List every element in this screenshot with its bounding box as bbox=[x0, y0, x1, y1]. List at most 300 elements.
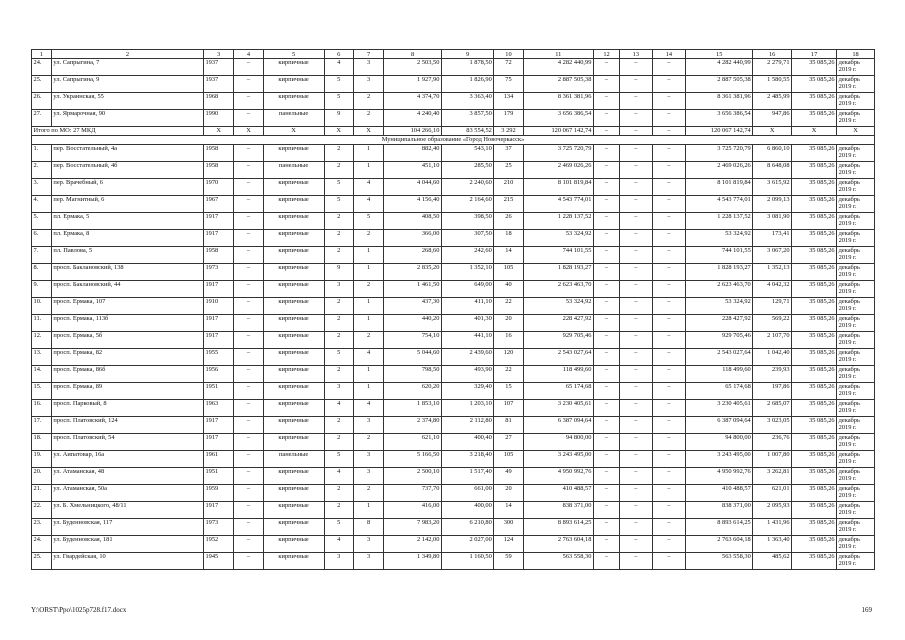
table-cell: – bbox=[620, 59, 653, 76]
table-cell: 2 bbox=[353, 434, 383, 451]
table-cell: 400,40 bbox=[441, 434, 493, 451]
table-cell: просп. Платовский, 54 bbox=[51, 434, 203, 451]
table-cell: 22. bbox=[32, 502, 52, 519]
table-cell: 1973 bbox=[203, 264, 233, 281]
table-cell: 2 623 463,70 bbox=[686, 281, 753, 298]
table-cell: 2 543 027,64 bbox=[686, 349, 753, 366]
table-cell: – bbox=[234, 230, 263, 247]
table-cell: – bbox=[234, 366, 263, 383]
table-cell: – bbox=[234, 196, 263, 213]
municipality-row bbox=[32, 136, 875, 145]
table-cell: пер. Врачебный, 6 bbox=[51, 179, 203, 196]
table-cell: 65 174,68 bbox=[523, 383, 593, 400]
table-cell: 1 bbox=[353, 145, 383, 162]
table-cell: 1 bbox=[353, 315, 383, 332]
table-row bbox=[32, 264, 875, 281]
table-cell: 15. bbox=[32, 383, 52, 400]
table-row bbox=[32, 213, 875, 230]
table-cell: – bbox=[234, 485, 263, 502]
table-cell: – bbox=[234, 213, 263, 230]
table-cell: 1958 bbox=[203, 162, 233, 179]
table-cell: 947,86 bbox=[753, 110, 792, 127]
table-cell: – bbox=[593, 264, 619, 281]
table-cell: 27. bbox=[32, 110, 52, 127]
table-cell: 3 243 495,00 bbox=[523, 451, 593, 468]
table-cell: 437,30 bbox=[384, 298, 442, 315]
table-cell: 8. bbox=[32, 264, 52, 281]
total-cell: X bbox=[203, 127, 233, 136]
table-cell: 94 800,00 bbox=[686, 434, 753, 451]
table-cell: 1 228 137,52 bbox=[523, 213, 593, 230]
table-cell: декабрь 2019 г. bbox=[837, 519, 875, 536]
table-row bbox=[32, 196, 875, 213]
table-cell: – bbox=[620, 298, 653, 315]
table-cell: 1 bbox=[353, 298, 383, 315]
table-cell: декабрь 2019 г. bbox=[837, 196, 875, 213]
table-cell: – bbox=[593, 349, 619, 366]
table-cell: 35 085,26 bbox=[792, 264, 837, 281]
table-cell: – bbox=[593, 315, 619, 332]
table-cell: 2 439,60 bbox=[441, 349, 493, 366]
table-cell: 2 bbox=[324, 485, 353, 502]
table-cell: кирпичные bbox=[263, 485, 324, 502]
table-cell: 4. bbox=[32, 196, 52, 213]
table-cell: 1 228 137,52 bbox=[686, 213, 753, 230]
table-row bbox=[32, 468, 875, 485]
table-cell: кирпичные bbox=[263, 383, 324, 400]
header-cell: 10 bbox=[494, 50, 523, 59]
table-cell: декабрь 2019 г. bbox=[837, 281, 875, 298]
table-cell: декабрь 2019 г. bbox=[837, 502, 875, 519]
table-cell: 1937 bbox=[203, 76, 233, 93]
table-cell: 416,00 bbox=[384, 502, 442, 519]
table-cell: 1961 bbox=[203, 451, 233, 468]
total-cell: X bbox=[753, 127, 792, 136]
table-cell: – bbox=[234, 179, 263, 196]
table-cell: кирпичные bbox=[263, 264, 324, 281]
table-cell: 2 763 604,18 bbox=[686, 536, 753, 553]
table-cell: 3 bbox=[324, 383, 353, 400]
table-cell: 3 615,92 bbox=[753, 179, 792, 196]
table-cell: – bbox=[593, 434, 619, 451]
table-cell: 3 230 405,61 bbox=[686, 400, 753, 417]
header-cell: 15 bbox=[686, 50, 753, 59]
table-cell: просп. Ермака, 113б bbox=[51, 315, 203, 332]
table-cell: просп. Ермака, 89 bbox=[51, 383, 203, 400]
table-cell: 4 bbox=[353, 349, 383, 366]
table-cell: 300 bbox=[494, 519, 523, 536]
table-cell: 4 543 774,01 bbox=[686, 196, 753, 213]
table-cell: 35 085,26 bbox=[792, 162, 837, 179]
table-cell: 59 bbox=[494, 553, 523, 570]
total-cell: X bbox=[792, 127, 837, 136]
table-cell: декабрь 2019 г. bbox=[837, 162, 875, 179]
table-cell: пл. Ермака, 5 bbox=[51, 213, 203, 230]
table-cell: кирпичные bbox=[263, 230, 324, 247]
table-cell: 35 085,26 bbox=[792, 196, 837, 213]
table-cell: декабрь 2019 г. bbox=[837, 468, 875, 485]
table-cell: 563 558,30 bbox=[523, 553, 593, 570]
table-row bbox=[32, 110, 875, 127]
table-cell: 118 499,60 bbox=[686, 366, 753, 383]
table-cell: 1967 bbox=[203, 196, 233, 213]
table-cell: – bbox=[234, 315, 263, 332]
table-cell: 228 427,92 bbox=[686, 315, 753, 332]
table-cell: 35 085,26 bbox=[792, 281, 837, 298]
table-cell: 197,86 bbox=[753, 383, 792, 400]
table-cell: 3 725 720,79 bbox=[686, 145, 753, 162]
table-cell: 15 bbox=[494, 383, 523, 400]
table-cell: пл. Ермака, 8 bbox=[51, 230, 203, 247]
table-cell: 1 826,90 bbox=[441, 76, 493, 93]
table-cell: – bbox=[652, 179, 686, 196]
table-row bbox=[32, 332, 875, 349]
table-cell: 35 085,26 bbox=[792, 536, 837, 553]
table-cell: 1990 bbox=[203, 110, 233, 127]
table-cell: 2 bbox=[324, 230, 353, 247]
table-cell: 4 bbox=[324, 468, 353, 485]
table-cell: 2 bbox=[324, 247, 353, 264]
table-cell: 8 361 381,96 bbox=[523, 93, 593, 110]
total-cell: X bbox=[234, 127, 263, 136]
table-cell: 1 363,40 bbox=[753, 536, 792, 553]
table-cell: 838 371,00 bbox=[686, 502, 753, 519]
table-cell: декабрь 2019 г. bbox=[837, 93, 875, 110]
table-cell: 2 bbox=[353, 110, 383, 127]
table-cell: 35 085,26 bbox=[792, 400, 837, 417]
table-cell: 3 bbox=[353, 468, 383, 485]
table-cell: – bbox=[593, 383, 619, 400]
table-cell: 6 860,10 bbox=[753, 145, 792, 162]
table-cell: 35 085,26 bbox=[792, 179, 837, 196]
table-cell: 411,10 bbox=[441, 298, 493, 315]
table-cell: – bbox=[620, 536, 653, 553]
table-cell: 2 bbox=[353, 230, 383, 247]
total-cell: 104 266,10 bbox=[384, 127, 442, 136]
municipality-heading: Муниципальное образование «Город Новочеркасск» bbox=[32, 136, 875, 145]
table-cell: 2 bbox=[353, 281, 383, 298]
table-cell: 1. bbox=[32, 145, 52, 162]
table-cell: 2 623 463,70 bbox=[523, 281, 593, 298]
table-cell: 35 085,26 bbox=[792, 451, 837, 468]
table-cell: – bbox=[234, 417, 263, 434]
table-cell: 53 324,92 bbox=[523, 230, 593, 247]
table-cell: 410 488,57 bbox=[686, 485, 753, 502]
total-label: Итого по МО: 27 МКД bbox=[32, 127, 204, 136]
table-cell: 1917 bbox=[203, 315, 233, 332]
table-cell: пер. Восстательный, 4а bbox=[51, 145, 203, 162]
table-row bbox=[32, 145, 875, 162]
table-cell: – bbox=[652, 417, 686, 434]
table-cell: 7. bbox=[32, 247, 52, 264]
table-cell: 1958 bbox=[203, 145, 233, 162]
table-cell: 14 bbox=[494, 247, 523, 264]
table-cell: кирпичные bbox=[263, 281, 324, 298]
table-cell: 17. bbox=[32, 417, 52, 434]
table-row bbox=[32, 281, 875, 298]
table-cell: – bbox=[652, 434, 686, 451]
table-cell: 24. bbox=[32, 59, 52, 76]
table-cell: 410 488,57 bbox=[523, 485, 593, 502]
table-cell: – bbox=[234, 76, 263, 93]
table-cell: 1951 bbox=[203, 383, 233, 400]
table-cell: просп. Ермака, 5б bbox=[51, 332, 203, 349]
table-cell: – bbox=[593, 366, 619, 383]
table-cell: просп. Ермака, 82 bbox=[51, 349, 203, 366]
table-cell: ул. Б. Хмельницкого, 48/11 bbox=[51, 502, 203, 519]
table-cell: – bbox=[593, 417, 619, 434]
table-cell: – bbox=[234, 247, 263, 264]
header-cell: 2 bbox=[51, 50, 203, 59]
table-cell: 3 243 495,00 bbox=[686, 451, 753, 468]
table-cell: пер. Восстательный, 4б bbox=[51, 162, 203, 179]
table-cell: декабрь 2019 г. bbox=[837, 485, 875, 502]
table-cell: 3 262,81 bbox=[753, 468, 792, 485]
table-cell: кирпичные bbox=[263, 213, 324, 230]
table-cell: 53 324,92 bbox=[686, 298, 753, 315]
table-cell: 1 349,80 bbox=[384, 553, 442, 570]
table-cell: – bbox=[593, 213, 619, 230]
table-cell: 3 023,05 bbox=[753, 417, 792, 434]
table-cell: 12. bbox=[32, 332, 52, 349]
table-cell: 3 230 405,61 bbox=[523, 400, 593, 417]
table-cell: – bbox=[652, 383, 686, 400]
table-cell: 3 656 386,54 bbox=[686, 110, 753, 127]
table-cell: 10. bbox=[32, 298, 52, 315]
table-cell: – bbox=[652, 502, 686, 519]
table-cell: 569,22 bbox=[753, 315, 792, 332]
table-cell: 307,50 bbox=[441, 230, 493, 247]
table-cell: 2 bbox=[324, 315, 353, 332]
table-cell: 105 bbox=[494, 264, 523, 281]
table-cell: кирпичные bbox=[263, 502, 324, 519]
table-cell: 440,20 bbox=[384, 315, 442, 332]
table-cell: просп. Ермака, 86б bbox=[51, 366, 203, 383]
table-cell: 2 bbox=[324, 332, 353, 349]
table-cell: 7 983,20 bbox=[384, 519, 442, 536]
table-cell: 22 bbox=[494, 298, 523, 315]
table-cell: 1958 bbox=[203, 247, 233, 264]
table-cell: – bbox=[620, 213, 653, 230]
table-cell: – bbox=[234, 281, 263, 298]
table-cell: 35 085,26 bbox=[792, 366, 837, 383]
table-cell: 2 bbox=[324, 434, 353, 451]
table-cell: – bbox=[620, 502, 653, 519]
table-cell: декабрь 2019 г. bbox=[837, 76, 875, 93]
table-cell: 2 887 505,38 bbox=[523, 76, 593, 93]
table-cell: – bbox=[593, 230, 619, 247]
table-cell: кирпичные bbox=[263, 196, 324, 213]
table-cell: 329,40 bbox=[441, 383, 493, 400]
table-cell: 35 085,26 bbox=[792, 434, 837, 451]
table-cell: 485,62 bbox=[753, 553, 792, 570]
table-cell: – bbox=[593, 519, 619, 536]
table-cell: кирпичные bbox=[263, 400, 324, 417]
header-cell: 14 bbox=[652, 50, 686, 59]
table-cell: 35 085,26 bbox=[792, 349, 837, 366]
table-row bbox=[32, 162, 875, 179]
table-cell: – bbox=[593, 247, 619, 264]
table-cell: кирпичные bbox=[263, 519, 324, 536]
table-cell: – bbox=[652, 59, 686, 76]
table-cell: кирпичные bbox=[263, 93, 324, 110]
table-cell: 1952 bbox=[203, 536, 233, 553]
table-cell: – bbox=[620, 179, 653, 196]
table-cell: – bbox=[652, 468, 686, 485]
register-table-body bbox=[32, 50, 875, 570]
table-cell: – bbox=[620, 553, 653, 570]
table-cell: 1 517,40 bbox=[441, 468, 493, 485]
table-cell: – bbox=[234, 434, 263, 451]
table-cell: 1 bbox=[353, 162, 383, 179]
table-cell: 8 101 819,84 bbox=[686, 179, 753, 196]
table-cell: – bbox=[234, 93, 263, 110]
table-cell: 5 bbox=[324, 196, 353, 213]
table-cell: кирпичные bbox=[263, 349, 324, 366]
table-cell: 3 bbox=[353, 417, 383, 434]
table-cell: 35 085,26 bbox=[792, 383, 837, 400]
table-cell: декабрь 2019 г. bbox=[837, 417, 875, 434]
table-cell: 1 853,10 bbox=[384, 400, 442, 417]
table-cell: – bbox=[593, 145, 619, 162]
table-cell: – bbox=[652, 366, 686, 383]
table-cell: 19. bbox=[32, 451, 52, 468]
table-cell: 3 363,40 bbox=[441, 93, 493, 110]
table-cell: 18. bbox=[32, 434, 52, 451]
table-cell: 929 705,46 bbox=[523, 332, 593, 349]
table-cell: 8 361 381,96 bbox=[686, 93, 753, 110]
table-cell: ул. Украинская, 55 bbox=[51, 93, 203, 110]
table-cell: декабрь 2019 г. bbox=[837, 59, 875, 76]
table-cell: 8 648,08 bbox=[753, 162, 792, 179]
table-cell: 20. bbox=[32, 468, 52, 485]
table-cell: 2 bbox=[324, 145, 353, 162]
table-cell: 6. bbox=[32, 230, 52, 247]
table-row bbox=[32, 230, 875, 247]
table-row bbox=[32, 315, 875, 332]
table-cell: 285,50 bbox=[441, 162, 493, 179]
table-cell: 107 bbox=[494, 400, 523, 417]
table-cell: 441,10 bbox=[441, 332, 493, 349]
table-cell: кирпичные bbox=[263, 332, 324, 349]
table-cell: – bbox=[652, 230, 686, 247]
table-cell: 16. bbox=[32, 400, 52, 417]
table-cell: 35 085,26 bbox=[792, 145, 837, 162]
table-cell: 179 bbox=[494, 110, 523, 127]
table-row bbox=[32, 247, 875, 264]
table-cell: 8 bbox=[353, 519, 383, 536]
table-cell: ул. Гвардейская, 10 bbox=[51, 553, 203, 570]
table-cell: 2 bbox=[353, 485, 383, 502]
table-cell: – bbox=[620, 110, 653, 127]
table-cell: 134 bbox=[494, 93, 523, 110]
table-cell: кирпичные bbox=[263, 417, 324, 434]
table-cell: – bbox=[620, 468, 653, 485]
table-cell: 5 bbox=[324, 519, 353, 536]
table-cell: пер. Магнитный, 6 bbox=[51, 196, 203, 213]
table-cell: 20 bbox=[494, 485, 523, 502]
table-cell: декабрь 2019 г. bbox=[837, 349, 875, 366]
table-cell: – bbox=[652, 145, 686, 162]
table-cell: – bbox=[620, 383, 653, 400]
table-cell: 5 bbox=[324, 451, 353, 468]
table-cell: 26 bbox=[494, 213, 523, 230]
table-cell: 1 bbox=[353, 383, 383, 400]
table-cell: 3 bbox=[353, 553, 383, 570]
table-cell: – bbox=[593, 76, 619, 93]
table-cell: 1917 bbox=[203, 417, 233, 434]
table-cell: 1959 bbox=[203, 485, 233, 502]
table-cell: панельные bbox=[263, 110, 324, 127]
table-row bbox=[32, 383, 875, 400]
table-cell: 228 427,92 bbox=[523, 315, 593, 332]
header-cell: 1 bbox=[32, 50, 52, 59]
table-cell: 1970 bbox=[203, 179, 233, 196]
table-cell: 173,41 bbox=[753, 230, 792, 247]
table-cell: – bbox=[593, 162, 619, 179]
table-cell: – bbox=[593, 536, 619, 553]
table-cell: 2 107,70 bbox=[753, 332, 792, 349]
footer-file-path: Y:\ORST\Ppo\1025p728.f17.docx bbox=[31, 606, 127, 614]
table-cell: – bbox=[234, 162, 263, 179]
table-row bbox=[32, 451, 875, 468]
table-cell: 2 095,93 bbox=[753, 502, 792, 519]
total-cell: – bbox=[593, 127, 619, 136]
table-cell: 6 387 094,64 bbox=[686, 417, 753, 434]
table-cell: кирпичные bbox=[263, 434, 324, 451]
table-cell: 3 bbox=[353, 76, 383, 93]
table-cell: – bbox=[234, 110, 263, 127]
table-cell: 210 bbox=[494, 179, 523, 196]
table-cell: – bbox=[620, 264, 653, 281]
table-cell: 4 bbox=[324, 400, 353, 417]
table-cell: 543,10 bbox=[441, 145, 493, 162]
table-cell: 2 bbox=[324, 213, 353, 230]
table-cell: – bbox=[652, 76, 686, 93]
table-cell: 120 bbox=[494, 349, 523, 366]
table-cell: декабрь 2019 г. bbox=[837, 230, 875, 247]
table-row bbox=[32, 536, 875, 553]
table-cell: – bbox=[234, 451, 263, 468]
header-cell: 7 bbox=[353, 50, 383, 59]
table-cell: 2 374,80 bbox=[384, 417, 442, 434]
table-cell: – bbox=[652, 400, 686, 417]
table-cell: 35 085,26 bbox=[792, 298, 837, 315]
table-cell: 2. bbox=[32, 162, 52, 179]
table-cell: декабрь 2019 г. bbox=[837, 366, 875, 383]
table-cell: 2 bbox=[353, 93, 383, 110]
table-cell: – bbox=[620, 315, 653, 332]
table-cell: 35 085,26 bbox=[792, 213, 837, 230]
table-cell: 23. bbox=[32, 519, 52, 536]
table-cell: 35 085,26 bbox=[792, 502, 837, 519]
table-cell: – bbox=[234, 400, 263, 417]
total-cell: 83 554,52 bbox=[441, 127, 493, 136]
table-cell: 451,10 bbox=[384, 162, 442, 179]
table-cell: 401,30 bbox=[441, 315, 493, 332]
table-cell: – bbox=[652, 213, 686, 230]
table-cell: 4 950 992,76 bbox=[523, 468, 593, 485]
table-cell: 4 240,40 bbox=[384, 110, 442, 127]
table-cell: 49 bbox=[494, 468, 523, 485]
table-cell: – bbox=[620, 281, 653, 298]
table-cell: 6 387 094,64 bbox=[523, 417, 593, 434]
table-cell: кирпичные bbox=[263, 298, 324, 315]
table-cell: 6 210,80 bbox=[441, 519, 493, 536]
table-cell: 4 042,32 bbox=[753, 281, 792, 298]
table-cell: 4 543 774,01 bbox=[523, 196, 593, 213]
table-cell: 1 203,10 bbox=[441, 400, 493, 417]
